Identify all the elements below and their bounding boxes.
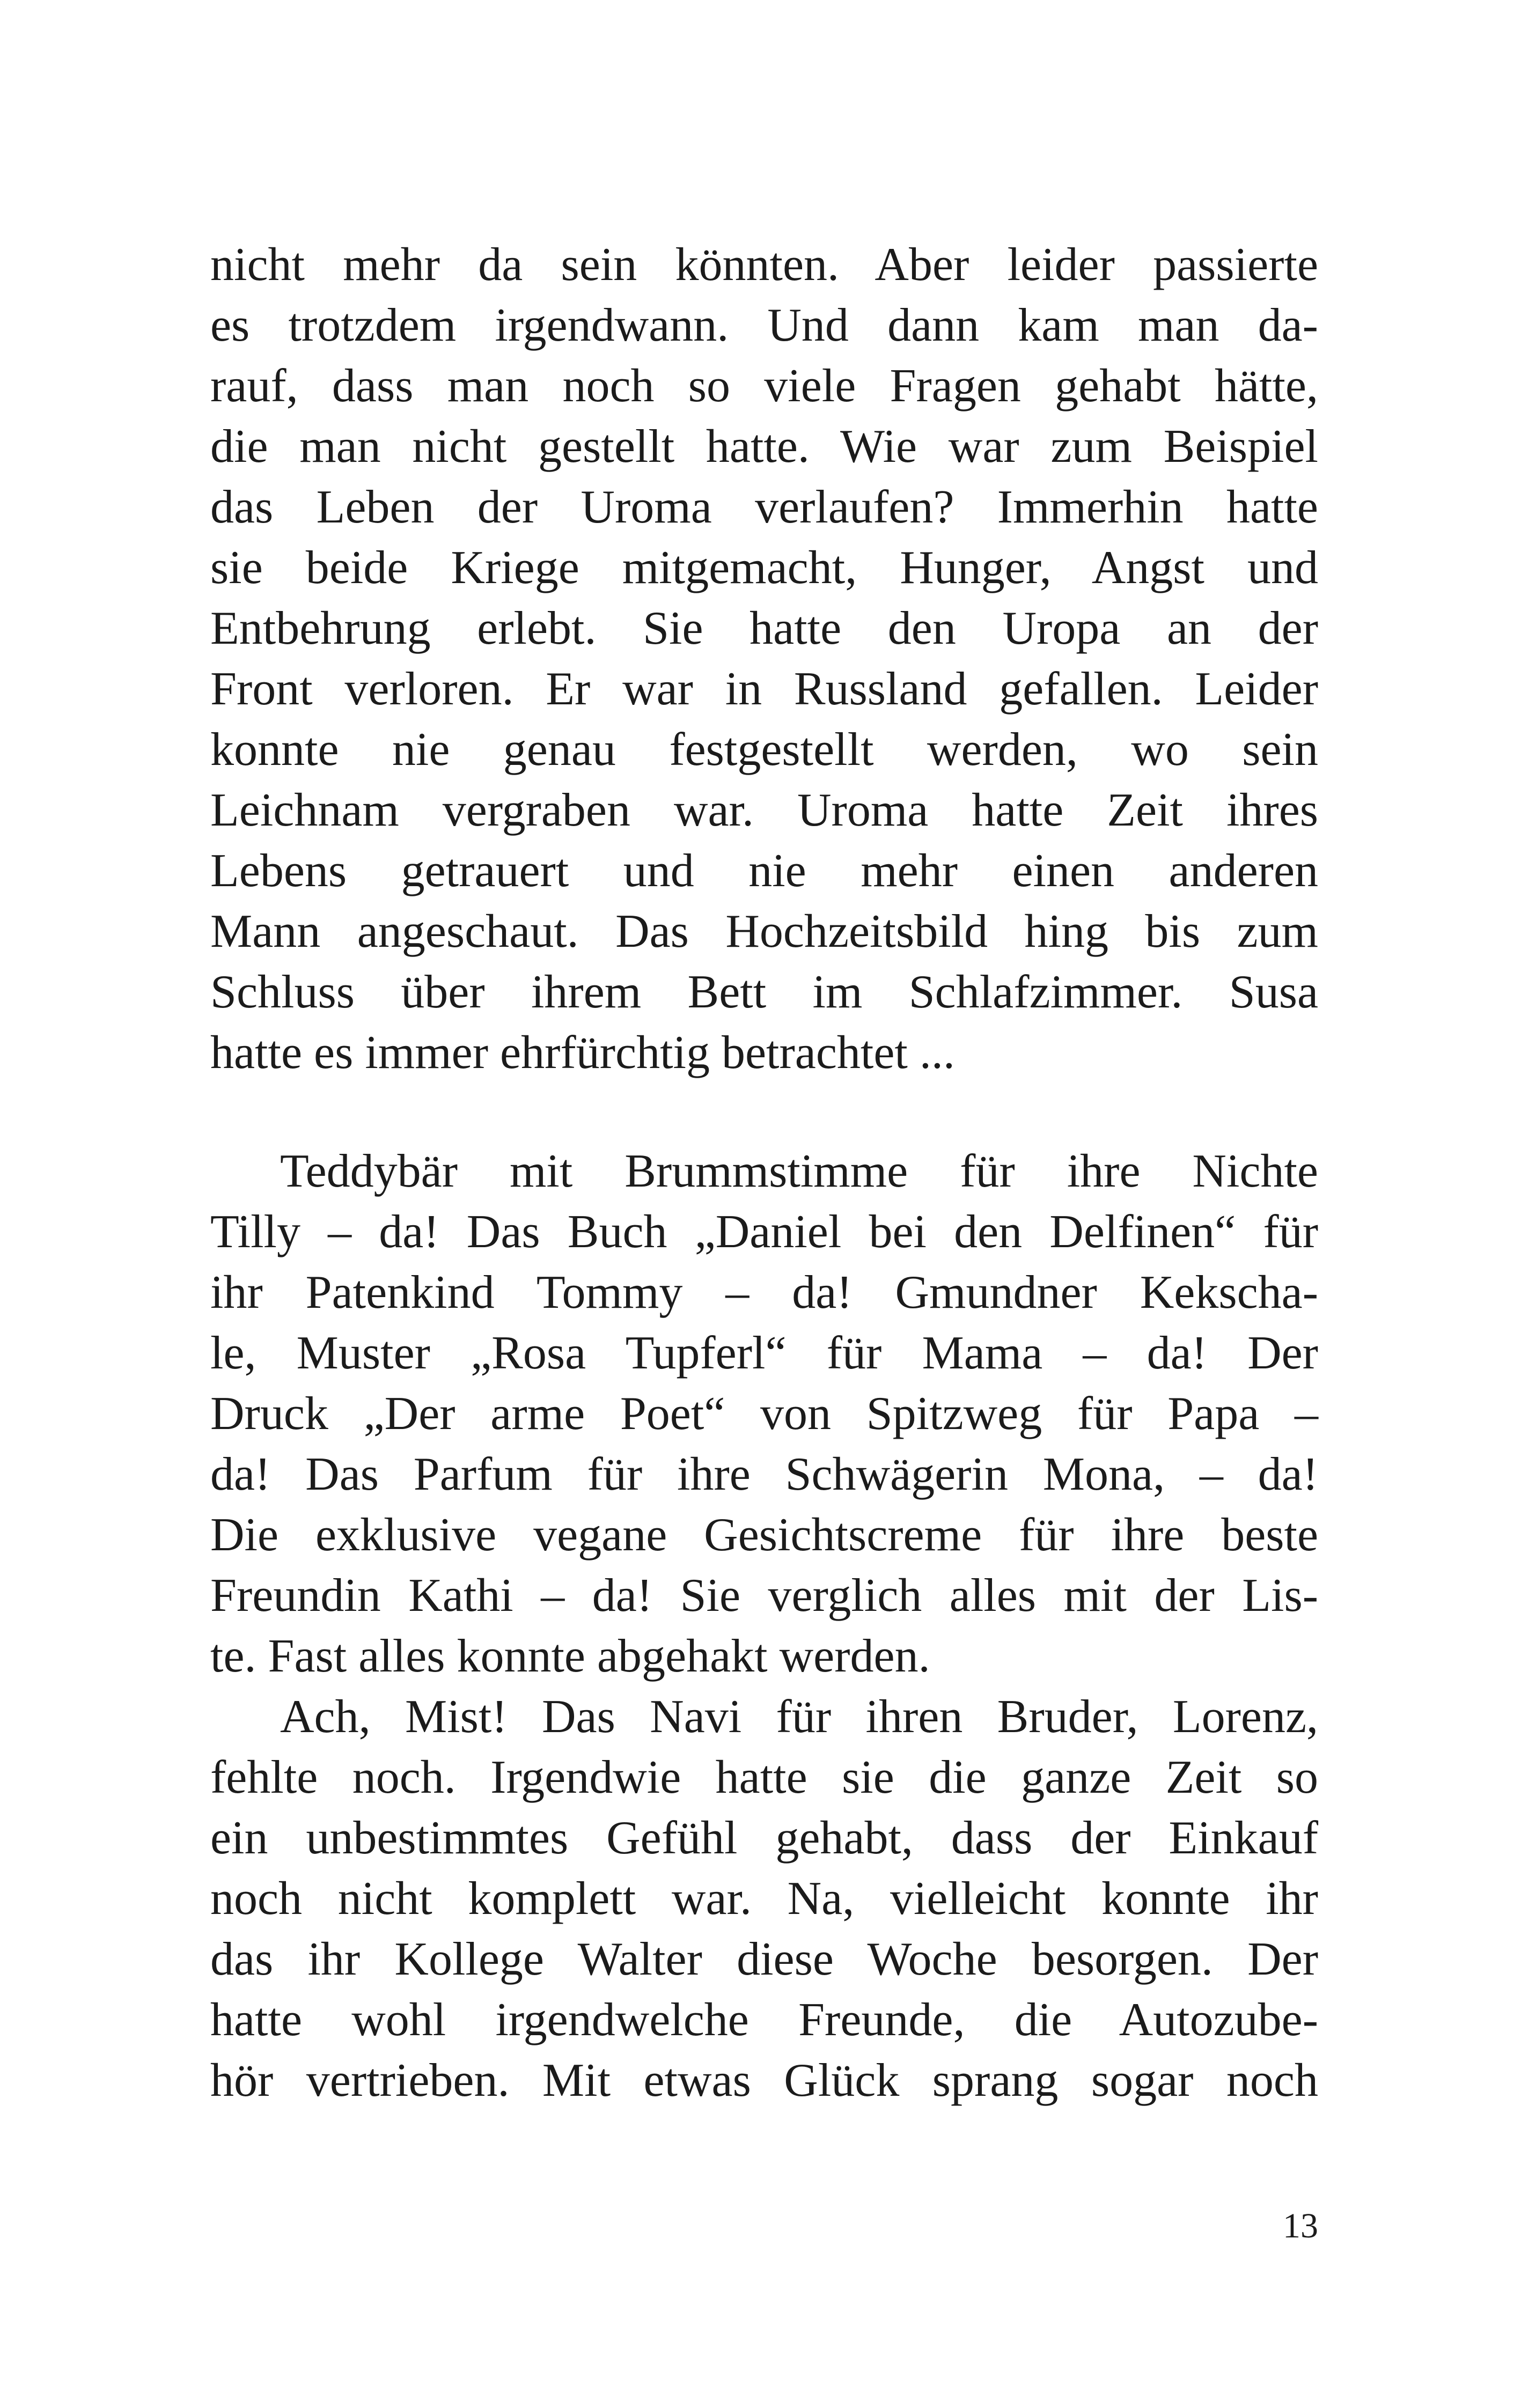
text-line: die man nicht gestellt hatte. Wie war zum Beispiel xyxy=(210,421,1318,473)
text-line: es trotzdem irgendwann. Und dann kam man da- xyxy=(210,299,1318,351)
text-line: fehlte noch. Irgendwie hatte sie die ganze Zeit so xyxy=(210,1751,1318,1803)
text-line: ihr Patenkind Tommy – da! Gmundner Kekscha- xyxy=(210,1266,1318,1319)
text-line: le, Muster „Rosa Tupferl“ für Mama – da! Der xyxy=(210,1327,1318,1379)
text-line: Ach, Mist! Das Navi für ihren Bruder, Lorenz, xyxy=(280,1691,1318,1743)
text-line: Lebens getrauert und nie mehr einen anderen xyxy=(210,845,1318,897)
text-line: Freundin Kathi – da! Sie verglich alles mit der Lis- xyxy=(210,1570,1318,1622)
text-line: noch nicht komplett war. Na, vielleicht konnte ihr xyxy=(210,1873,1318,1925)
text-line: Entbehrung erlebt. Sie hatte den Uropa an der xyxy=(210,602,1318,654)
text-line: Mann angeschaut. Das Hochzeitsbild hing bis zum xyxy=(210,905,1318,958)
text-line: Leichnam vergraben war. Uroma hatte Zeit ihres xyxy=(210,784,1318,836)
text-line: Tilly – da! Das Buch „Daniel bei den Delfinen“ für xyxy=(210,1206,1318,1258)
text-line: te. Fast alles konnte abgehakt werden. xyxy=(210,1630,930,1682)
text-line: Die exklusive vegane Gesichtscreme für ihre beste xyxy=(210,1509,1318,1561)
text-line: das ihr Kollege Walter diese Woche besorgen. Der xyxy=(210,1933,1318,1985)
text-line: sie beide Kriege mitgemacht, Hunger, Angst und xyxy=(210,542,1318,594)
text-line: Front verloren. Er war in Russland gefallen. Leider xyxy=(210,663,1318,715)
page-number: 13 xyxy=(1283,2206,1318,2245)
text-line: da! Das Parfum für ihre Schwägerin Mona, – da! xyxy=(210,1448,1318,1500)
text-line: hatte es immer ehrfürchtig betrachtet ... xyxy=(210,1027,955,1079)
paragraph-continued xyxy=(210,234,1318,1083)
text-line: Druck „Der arme Poet“ von Spitzweg für Papa – xyxy=(210,1388,1318,1440)
text-line: hatte wohl irgendwelche Freunde, die Autozube- xyxy=(210,1994,1318,2046)
paragraph-gift-list xyxy=(210,1141,1318,2111)
text-line: konnte nie genau festgestellt werden, wo sein xyxy=(210,724,1318,776)
text-line: hör vertrieben. Mit etwas Glück sprang sogar noch xyxy=(210,2054,1318,2107)
text-line: Teddybär mit Brummstimme für ihre Nichte xyxy=(280,1145,1318,1197)
text-line: ein unbestimmtes Gefühl gehabt, dass der Einkauf xyxy=(210,1812,1318,1864)
text-line: Schluss über ihrem Bett im Schlafzimmer. Susa xyxy=(210,966,1318,1018)
text-line: das Leben der Uroma verlaufen? Immerhin hatte xyxy=(210,481,1318,533)
text-line: nicht mehr da sein könnten. Aber leider passierte xyxy=(210,239,1318,291)
text-line: rauf, dass man noch so viele Fragen gehabt hätte, xyxy=(210,360,1318,412)
